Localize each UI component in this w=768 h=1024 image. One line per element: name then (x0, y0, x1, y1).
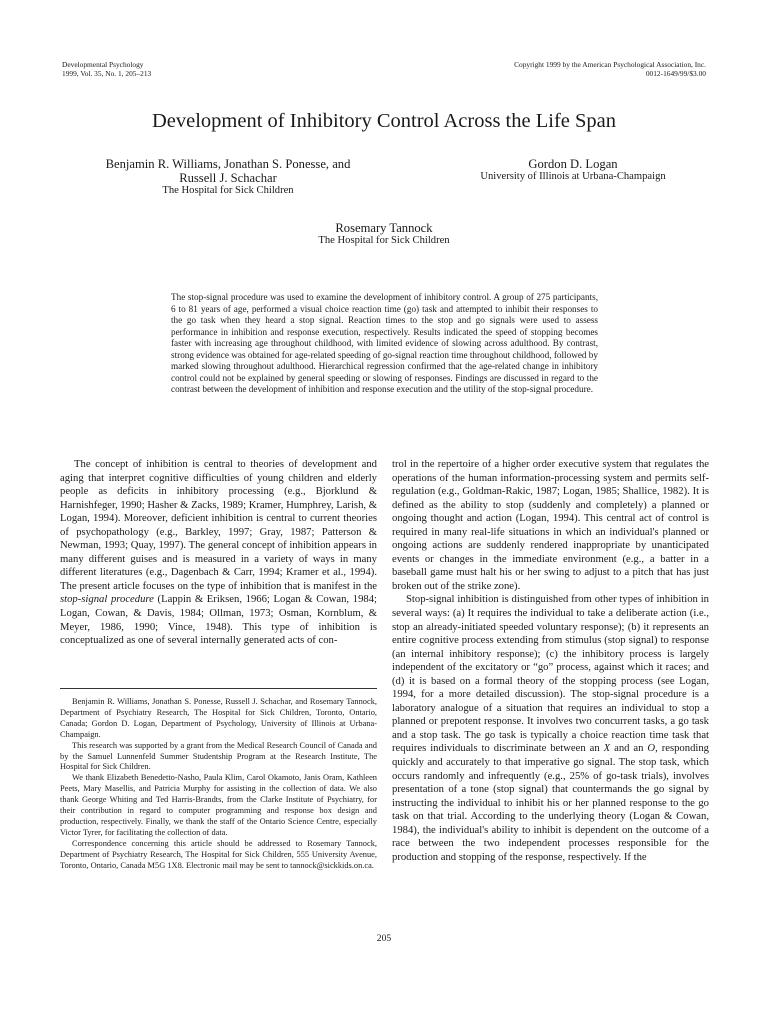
italic-term: O (647, 743, 656, 755)
paragraph: trol in the repertoire of a higher order executive system that regulates the operations of the human information-processing system and permits self-regulation (e.g., Goldman-Rakic, 1987; Logan, 1985; Shallice, 1982). It is defined as the ability to stop (suddenly and completely) a planned or ongoing thought and action (Logan, 1994). This central act of control is required in many real-life situations in which an individual's planned or ongoing actions are suddenly rendered inappropriate by unanticipated events or changes in the immediate environment (e.g., a batter in a baseball game must halt his or her swing to adjust to a pitch that has just broken out of the strike zone). (392, 459, 709, 592)
text-run: The concept of inhibition is central to theories of development and aging that interpret cognitive difficulties of young children and elderly people as deficits in inhibitory processing (e.g., Bjorklund & Harnishfeger, 1990; Hasher & Zacks, 1989; Kramer, Humphrey, Larish, & Logan, 1994). Moreover, deficient inhibition is central to current theories of psychopathology (e.g., Barkley, 1997; Gray, 1987; Patterson & Newman, 1993; Quay, 1997). The general concept of inhibition appears in many different guises and is measured in a variety of ways in many different literatures (e.g., Dagenbach & Carr, 1994; Kramer et al., 1994). The present article focuses on the type of inhibition that is manifest in the (60, 459, 377, 592)
text-run: and an (610, 743, 648, 755)
footnote-divider (60, 688, 377, 689)
author-block-1 (60, 157, 396, 197)
doi-code: 0012-1649/99/$3.00 (645, 68, 706, 78)
footnote-paragraph: Benjamin R. Williams, Jonathan S. Ponesse, Russell J. Schachar, and Rosemary Tannock, Department of Psychiatry Research, The Hospital for Sick Children, Toronto, Ontario, Canada; Gordon D. Logan, Department of Psychology, University of Illinois at Urbana-Champaign. (60, 697, 377, 739)
journal-name: Developmental Psychology (62, 60, 144, 69)
footnote-paragraph: We thank Elizabeth Benedetto-Nasho, Paula Klim, Carol Okamoto, Janis Oram, Kathleen Peets, Mary Masellis, and Patricia Murphy for assisting in the collection of data. We also thank George Whiting and Ted Harris-Brandts, from the Clarke Institute of Psychiatry, for their contribution in regard to computer programming and response box design and production, respectively. Finally, we thank the staff of the Ontario Science Centre, especially Victor Tyrer, for facilitating the collection of data. (60, 773, 377, 837)
page-number: 205 (376, 933, 392, 944)
italic-term: stop-signal procedure (60, 594, 154, 606)
footnote-paragraph: Correspondence concerning this article should be addressed to Rosemary Tannock, Department of Psychiatry Research, The Hospital for Sick Children, 555 University Avenue, Toronto, Ontario, Canada M5G 1X8. Electronic mail may be sent to tannock@sickkids.on.ca. (60, 838, 377, 870)
paragraph (60, 458, 377, 648)
author-block-2 (438, 157, 708, 183)
footnote-paragraph: This research was supported by a grant from the Medical Research Council of Canada and by the Samuel Lunnenfeld Summer Studentship Program at the Research Institute, The Hospital for Sick Children. (60, 740, 377, 772)
author-names: Rosemary Tannock (335, 221, 433, 235)
copyright-notice: Copyright 1999 by the American Psychological Association, Inc. (514, 60, 706, 69)
author-names: Benjamin R. Williams, Jonathan S. Ponesse, and (105, 157, 351, 171)
journal-header-right (514, 61, 706, 78)
author-affiliation: The Hospital for Sick Children (162, 185, 294, 196)
text-run: , responding quickly and accurately to that imperative go signal. The stop task, which occurs randomly and infrequently (e.g., 25% of go-task trials), involves presentation of a tone (stop signal) that countermands the go signal by instructing the individual to inhibit his or her planned response to the go task on that trial. According to the underlying theory (Logan & Cowan, 1984), the individual's ability to inhibit is dependent on the outcome of a race between the two independent processes responsible for the production and stopping of the response, respectively. If the (392, 743, 709, 863)
author-names: Gordon D. Logan (528, 157, 618, 171)
journal-volume: 1999, Vol. 35, No. 1, 205–213 (62, 68, 152, 78)
journal-header-left (62, 61, 151, 78)
author-affiliation: The Hospital for Sick Children (318, 235, 450, 246)
paragraph (392, 593, 709, 864)
author-block-3 (0, 221, 768, 247)
italic-term: X (603, 743, 611, 755)
body-column-right (392, 458, 709, 864)
author-affiliation: University of Illinois at Urbana-Champaign (480, 171, 666, 182)
abstract: The stop-signal procedure was used to examine the development of inhibitory control. A group of 275 participants, 6 to 81 years of age, performed a visual choice reaction time (go) task and attempted to inhibit their responses to the go task when they heard a stop signal. Reaction times to the stop and go signals were used to assess performance in inhibition and response execution, respectively. Results indicated the speed of stopping becomes faster with increasing age throughout childhood, with limited evidence of slowing across adulthood. By contrast, strong evidence was obtained for age-related speeding of go-signal reaction time throughout childhood, followed by marked slowing throughout adulthood. Hierarchical regression confirmed that the age-related change in inhibitory control could not be explained by general speeding or slowing of responses. Findings are discussed in regard to the contrast between the development of inhibition and response execution and the utility of the stop-signal procedure. (171, 292, 598, 394)
article-title: Development of Inhibitory Control Across the Life Span (151, 110, 616, 132)
text-run: (Lappin & Eriksen, 1966; Logan & Cowan, 1984; Logan, Cowan, & Davis, 1984; Ollman, 1973; Osman, Kornblum, & Meyer, 1986, 1990; Vince, 1948). This type of inhibition is conceptualized as one of several internally generated acts of con- (60, 594, 377, 647)
author-note (60, 697, 377, 872)
text-run: Stop-signal inhibition is distinguished from other types of inhibition in several ways: (a) It requires the individual to take a deliberate action (i.e., stop an already-initiated speeded voluntary response); (b) it represents an entire cognitive process extending from stimulus (stop signal) to response (an internal inhibitory response); (c) the inhibitory process is largely independent of the excitatory or “go” process, against which it races; and (d) it is based on a formal theory of the stopping process (see Logan, 1994, for a more detailed discussion). The stop-signal procedure is a laboratory analogue of a situation that requires an individual to stop a planned or prepotent response. It involves two concurrent tasks, a go task and a stop task. The go task is typically a choice reaction time task that requires individuals to discriminate between an (392, 594, 709, 755)
body-column-left (60, 458, 377, 648)
author-names: Russell J. Schachar (179, 171, 277, 185)
